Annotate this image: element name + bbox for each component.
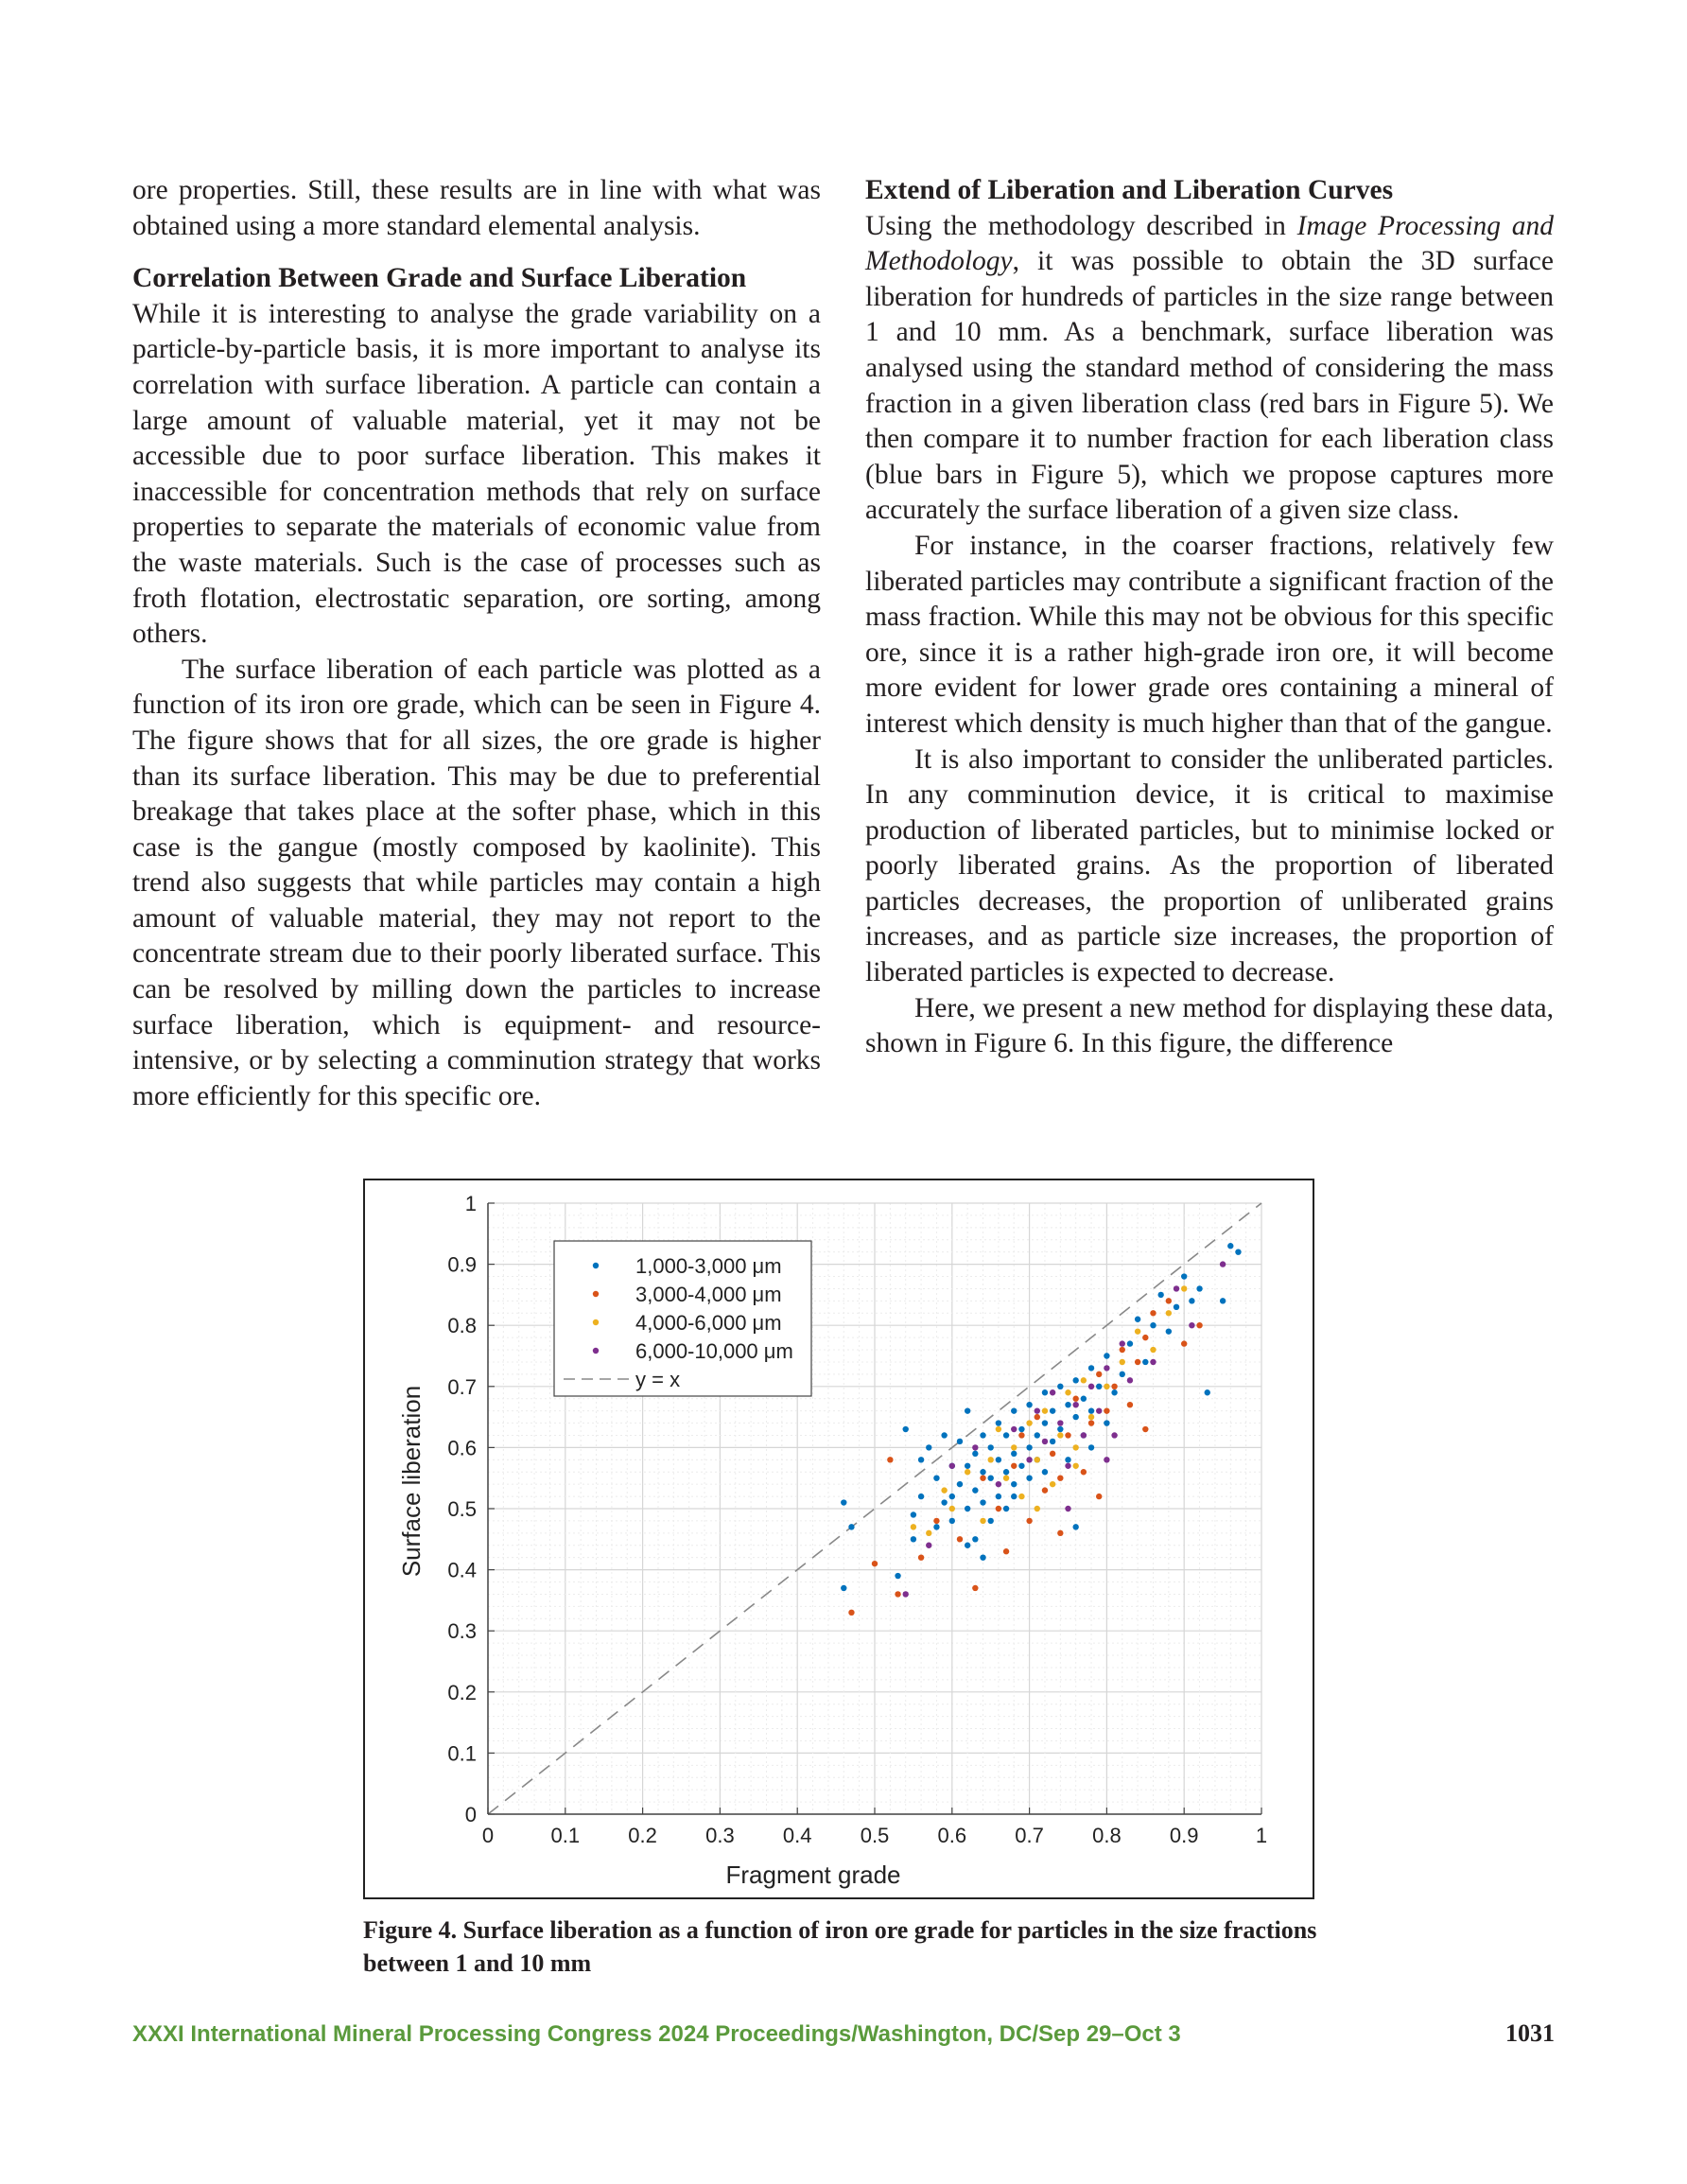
legend-marker [593, 1348, 599, 1354]
data-point [1104, 1384, 1109, 1389]
x-axis-label: Fragment grade [725, 1861, 901, 1889]
data-point [1104, 1365, 1109, 1371]
data-point [1072, 1396, 1078, 1402]
data-point [1120, 1340, 1125, 1346]
y-tick-label: 0.9 [447, 1252, 477, 1277]
data-point [949, 1518, 955, 1524]
data-point [980, 1499, 985, 1505]
data-point [1057, 1530, 1063, 1536]
data-point [1035, 1432, 1040, 1438]
data-point [988, 1476, 994, 1481]
data-point [1181, 1285, 1187, 1291]
data-point [1072, 1463, 1078, 1469]
y-tick-label: 0.4 [447, 1558, 477, 1582]
x-tick-label: 1 [1255, 1824, 1268, 1847]
data-point [1042, 1420, 1048, 1425]
data-point [1104, 1407, 1109, 1413]
data-point [1003, 1506, 1009, 1511]
legend-entry: 3,000-4,000 μm [635, 1283, 782, 1306]
data-point [1035, 1506, 1040, 1511]
data-point [1081, 1432, 1087, 1438]
data-point [1011, 1463, 1017, 1469]
data-point [1081, 1396, 1087, 1402]
data-point [1050, 1481, 1055, 1487]
x-tick-label: 0.5 [860, 1824, 890, 1847]
y-axis-label: Surface liberation [397, 1385, 426, 1578]
data-point [1104, 1457, 1109, 1462]
data-point [848, 1524, 854, 1529]
legend-entry: 6,000-10,000 μm [635, 1339, 793, 1363]
y-tick-label: 0.2 [447, 1680, 477, 1704]
data-point [872, 1561, 878, 1566]
text-run: Using the methodology described in [865, 210, 1297, 241]
data-point [1088, 1365, 1094, 1371]
data-point [1088, 1444, 1094, 1450]
data-points [841, 1243, 1242, 1616]
data-point [949, 1494, 955, 1499]
data-point [941, 1487, 947, 1493]
data-point [972, 1444, 978, 1450]
data-point [1111, 1384, 1117, 1389]
data-point [1088, 1414, 1094, 1420]
data-point [1018, 1426, 1024, 1432]
data-point [1057, 1476, 1063, 1481]
legend-marker [593, 1319, 599, 1325]
data-point [988, 1444, 994, 1450]
data-point [841, 1585, 846, 1591]
data-point [1142, 1359, 1148, 1365]
data-point [1181, 1340, 1187, 1346]
data-point [957, 1481, 963, 1487]
x-tick-label: 0.9 [1169, 1824, 1199, 1847]
data-point [1088, 1384, 1094, 1389]
x-tick-label: 0 [481, 1824, 495, 1847]
data-point [1181, 1273, 1187, 1279]
data-point [1018, 1463, 1024, 1469]
data-point [911, 1511, 916, 1517]
data-point [988, 1457, 994, 1462]
data-point [996, 1494, 1001, 1499]
data-point [1088, 1420, 1094, 1425]
paragraph: While it is interesting to analyse the grade variability on a particle-by-particle basis, it is more important to analyse its correlation with surface liberation. A particle can contain a large amount of valuable material, yet it may not be accessible due to poor surface liberation. This makes it inaccessible for concentration methods that rely on surface properties to separate the materials of economic value from the waste materials. Such is the case of processes such as froth flotation, electrostatic separation, ore sorting, among others. [132, 298, 821, 650]
data-point [903, 1426, 909, 1432]
data-point [1150, 1359, 1156, 1365]
data-point [1189, 1322, 1194, 1328]
data-point [1142, 1426, 1148, 1432]
data-point [1003, 1432, 1009, 1438]
data-point [1104, 1420, 1109, 1425]
data-point [1042, 1439, 1048, 1444]
y-tick-label: 1 [464, 1192, 477, 1215]
data-point [965, 1407, 970, 1413]
scatter-chart [365, 1180, 1313, 1897]
x-tick-label: 0.8 [1092, 1824, 1122, 1847]
data-point [1174, 1285, 1179, 1291]
legend [554, 1241, 811, 1396]
data-point [1003, 1548, 1009, 1554]
data-point [1026, 1444, 1032, 1450]
data-point [957, 1536, 963, 1542]
data-point [1196, 1285, 1202, 1291]
data-point [1042, 1407, 1048, 1413]
data-point [1111, 1432, 1117, 1438]
data-point [1096, 1372, 1102, 1377]
data-point [1011, 1451, 1017, 1457]
data-point [1011, 1481, 1017, 1487]
y-tick-label: 0.5 [447, 1497, 477, 1521]
data-point [918, 1554, 924, 1560]
paragraph: ore properties. Still, these results are in line with what was obtained using a more standard elemental analysis. [132, 175, 821, 241]
data-point [980, 1432, 985, 1438]
figure-caption: Figure 4. Surface liberation as a function of iron ore grade for particles in the size fractions between 1 and 10 mm [363, 1916, 1317, 1977]
data-point [895, 1591, 900, 1597]
data-point [941, 1432, 947, 1438]
data-point [1042, 1469, 1048, 1475]
data-point [1026, 1402, 1032, 1407]
data-point [988, 1518, 994, 1524]
data-point [1135, 1359, 1140, 1365]
data-point [926, 1543, 931, 1548]
data-point [933, 1476, 939, 1481]
data-point [1135, 1328, 1140, 1334]
data-point [1120, 1347, 1125, 1353]
data-point [1157, 1292, 1163, 1298]
data-point [1050, 1451, 1055, 1457]
data-point [1166, 1298, 1172, 1303]
y-tick-label: 0 [464, 1803, 477, 1826]
data-point [949, 1463, 955, 1469]
data-point [1150, 1310, 1156, 1316]
data-point [1026, 1457, 1032, 1462]
data-point [911, 1524, 916, 1529]
x-tick-label: 0.6 [937, 1824, 967, 1847]
data-point [1196, 1322, 1202, 1328]
data-point [933, 1518, 939, 1524]
data-point [980, 1554, 985, 1560]
legend-marker [593, 1263, 599, 1268]
data-point [926, 1530, 931, 1536]
data-point [1220, 1261, 1226, 1267]
data-point [1150, 1322, 1156, 1328]
data-point [1065, 1463, 1070, 1469]
data-point [1011, 1444, 1017, 1450]
y-tick-label: 0.6 [447, 1436, 477, 1460]
legend-entry: y = x [635, 1368, 681, 1391]
page-number: 1031 [1505, 2019, 1555, 2047]
data-point [996, 1481, 1001, 1487]
data-point [1035, 1457, 1040, 1462]
data-point [1042, 1487, 1048, 1493]
right-column [865, 173, 1554, 1062]
data-point [972, 1451, 978, 1457]
data-point [848, 1610, 854, 1616]
data-point [1065, 1506, 1070, 1511]
data-point [1050, 1439, 1055, 1444]
data-point [1050, 1407, 1055, 1413]
data-point [918, 1457, 924, 1462]
data-point [933, 1524, 939, 1529]
data-point [965, 1543, 970, 1548]
data-point [1135, 1317, 1140, 1322]
paragraph: It is also important to consider the unliberated particles. In any comminution device, it is critical to maximise production of liberated particles, but to minimise locked or poorly liberated grains. As the proportion of liberated particles decreases, the proportion of unliberated grains increases, and as particle size increases, the proportion of liberated particles is expected to decrease. [865, 743, 1554, 988]
data-point [1088, 1407, 1094, 1413]
data-point [887, 1457, 893, 1462]
data-point [1018, 1432, 1024, 1438]
data-point [1072, 1377, 1078, 1383]
data-point [1142, 1335, 1148, 1340]
data-point [841, 1499, 846, 1505]
data-point [972, 1487, 978, 1493]
left-column [132, 173, 821, 1114]
footer-conference: XXXI International Mineral Processing Congress 2024 Proceedings/Washington, DC/Sep 29–Oct 3 [132, 2021, 1181, 2047]
data-point [965, 1463, 970, 1469]
figure-4 [363, 1179, 1314, 1899]
data-point [1011, 1407, 1017, 1413]
data-point [1050, 1389, 1055, 1395]
paragraph: The surface liberation of each particle was plotted as a function of its iron ore grade, which can be seen in Figure 4. The figure shows that for all sizes, the ore grade is higher than its surface liberation. This may be due to preferential breakage that takes place at the softer phase, which in this case is the gangue (mostly composed by kaolinite). This trend also suggests that while particles may contain a high amount of valuable material, they may not report to the concentrate stream due to their poorly liberated surface. This can be resolved by milling down the particles to increase surface liberation, which is equipment- and resource-intensive, or by selecting a comminution strategy that works more efficiently for this specific ore. [132, 654, 821, 1111]
data-point [1003, 1469, 1009, 1475]
y-tick-label: 0.8 [447, 1314, 477, 1338]
data-point [1096, 1384, 1102, 1389]
section-heading: Correlation Between Grade and Surface Liberation [132, 263, 747, 294]
data-point [1035, 1414, 1040, 1420]
data-point [1166, 1328, 1172, 1334]
data-point [941, 1499, 947, 1505]
data-point [1072, 1402, 1078, 1407]
x-tick-label: 0.2 [628, 1824, 657, 1847]
data-point [980, 1469, 985, 1475]
data-point [1026, 1518, 1032, 1524]
data-point [1072, 1414, 1078, 1420]
data-point [1127, 1340, 1133, 1346]
data-point [903, 1591, 909, 1597]
data-point [1104, 1353, 1109, 1358]
x-tick-label: 0.3 [705, 1824, 735, 1847]
data-point [1057, 1432, 1063, 1438]
data-point [980, 1476, 985, 1481]
data-point [957, 1439, 963, 1444]
data-point [926, 1444, 931, 1450]
data-point [1026, 1420, 1032, 1425]
data-point [1057, 1426, 1063, 1432]
data-point [996, 1457, 1001, 1462]
data-point [1174, 1304, 1179, 1310]
data-point [1150, 1347, 1156, 1353]
legend-entry: 4,000-6,000 μm [635, 1311, 782, 1335]
data-point [1065, 1389, 1070, 1395]
data-point [895, 1573, 900, 1579]
y-tick-label: 0.7 [447, 1374, 477, 1399]
data-point [1065, 1457, 1070, 1462]
data-point [972, 1536, 978, 1542]
paragraph: Here, we present a new method for displaying these data, shown in Figure 6. In this figure, the difference [865, 992, 1554, 1059]
x-tick-label: 0.7 [1015, 1824, 1044, 1847]
data-point [918, 1494, 924, 1499]
data-point [1026, 1476, 1032, 1481]
x-tick-label: 0.1 [550, 1824, 581, 1847]
data-point [1072, 1444, 1078, 1450]
data-point [1120, 1372, 1125, 1377]
data-point [1042, 1389, 1048, 1395]
data-point [1189, 1298, 1194, 1303]
data-point [1011, 1426, 1017, 1432]
section-reference: Image Processing and Methodology [865, 210, 1554, 277]
data-point [996, 1426, 1001, 1432]
data-point [1227, 1243, 1233, 1249]
data-point [972, 1585, 978, 1591]
section-heading: Extend of Liberation and Liberation Curves [865, 175, 1394, 205]
text-run: , it was possible to obtain the 3D surface liberation for hundreds of particles in the size range between 1 and 10 mm. As a benchmark, surface liberation was analysed using the standard method of considering the mass fraction in a given liberation class (red bars in Figure 5). We then compare it to number fraction for each liberation class (blue bars in Figure 5), which we propose captures more accurately the surface liberation of a given size class. [865, 246, 1554, 526]
x-tick-label: 0.4 [782, 1824, 812, 1847]
data-point [949, 1506, 955, 1511]
data-point [1035, 1407, 1040, 1413]
data-point [1003, 1476, 1009, 1481]
data-point [996, 1506, 1001, 1511]
y-tick-label: 0.3 [447, 1619, 477, 1644]
legend-marker [593, 1291, 599, 1297]
y-tick-label: 0.1 [447, 1741, 477, 1766]
data-point [1011, 1494, 1017, 1499]
data-point [1235, 1249, 1241, 1254]
legend-entry: 1,000-3,000 μm [635, 1254, 782, 1278]
data-point [1220, 1298, 1226, 1303]
data-point [1057, 1384, 1063, 1389]
data-point [1166, 1310, 1172, 1316]
data-point [1057, 1420, 1063, 1425]
data-point [1072, 1524, 1078, 1529]
data-point [1120, 1359, 1125, 1365]
data-point [1096, 1494, 1102, 1499]
data-point [996, 1420, 1001, 1425]
data-point [1127, 1377, 1133, 1383]
data-point [1018, 1494, 1024, 1499]
data-point [1081, 1469, 1087, 1475]
data-point [965, 1506, 970, 1511]
data-point [1205, 1389, 1210, 1395]
data-point [1127, 1402, 1133, 1407]
data-point [965, 1469, 970, 1475]
paragraph [865, 209, 1554, 529]
data-point [911, 1536, 916, 1542]
data-point [980, 1518, 985, 1524]
paragraph: For instance, in the coarser fractions, relatively few liberated particles may contribute a significant fraction of the mass fraction. While this may not be obvious for this specific ore, since it is a rather high-grade iron ore, it will become more evident for lower grade ores containing a mineral of interest which density is much higher than that of the gangue. [865, 530, 1554, 739]
data-point [1096, 1407, 1102, 1413]
data-point [1111, 1389, 1117, 1395]
data-point [1065, 1432, 1070, 1438]
data-point [1065, 1402, 1070, 1407]
data-point [1081, 1377, 1087, 1383]
